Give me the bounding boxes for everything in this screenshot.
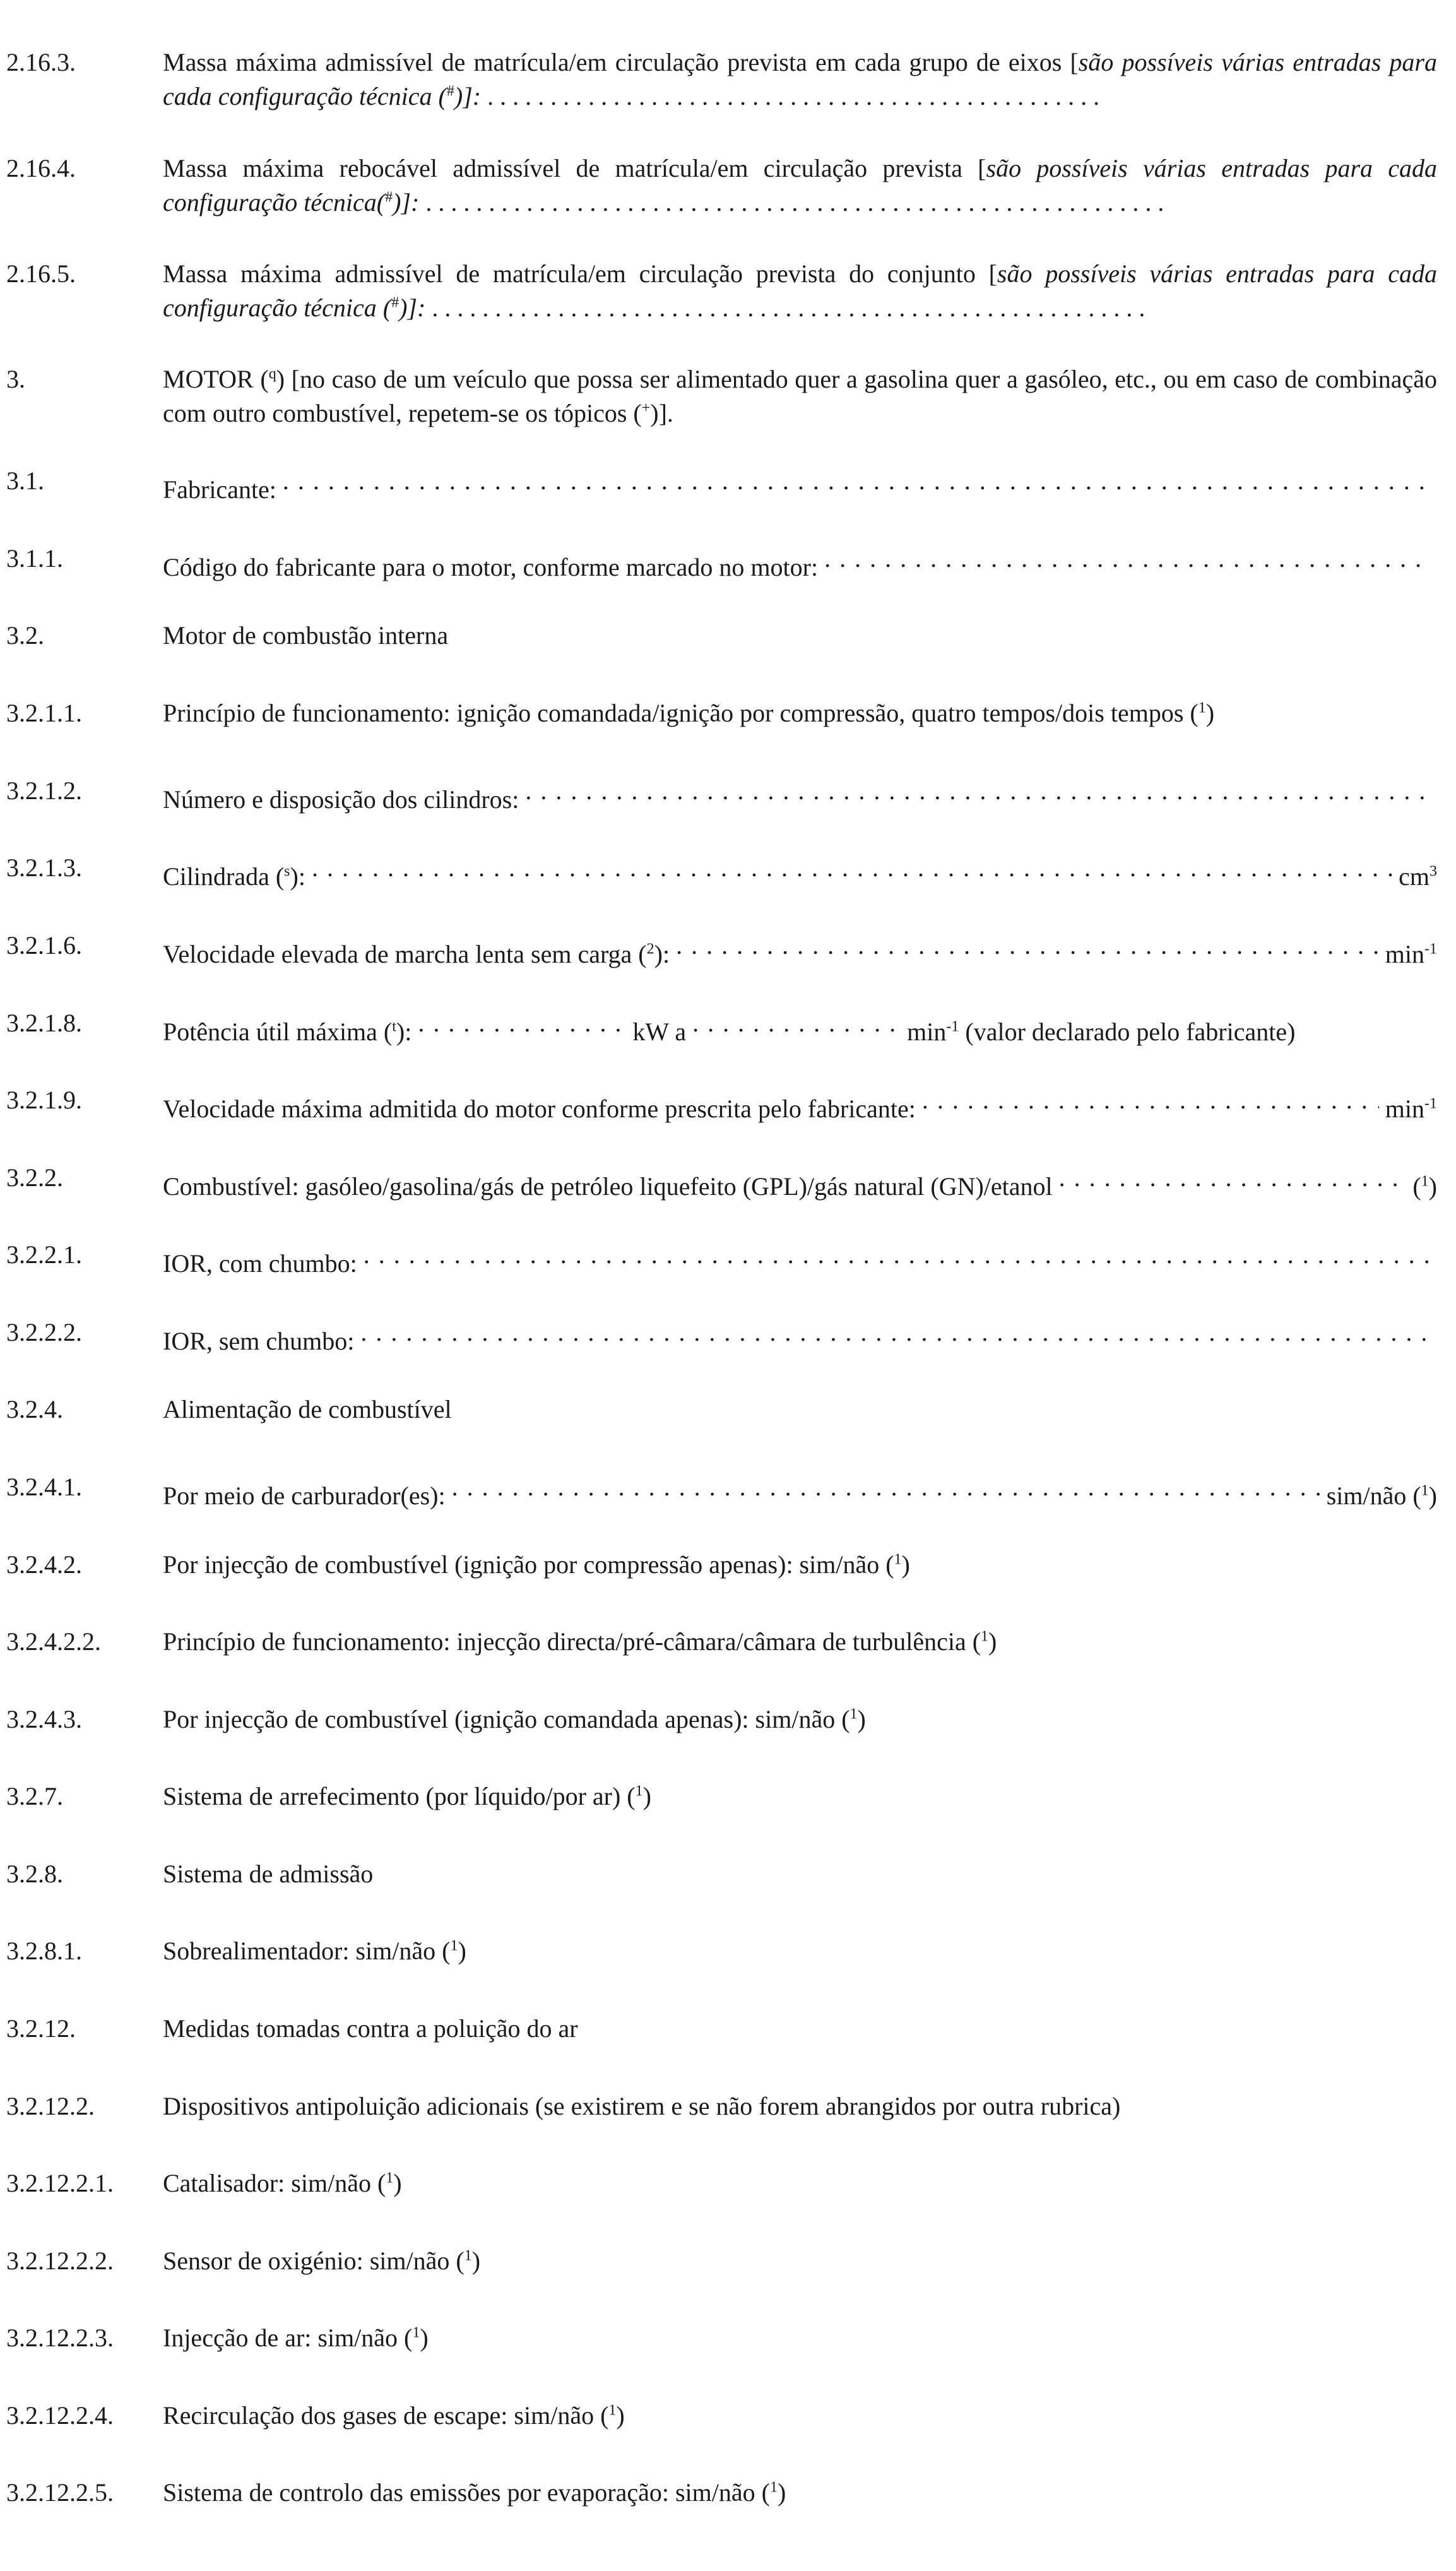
entry-text xyxy=(163,2399,1437,2433)
entry-text xyxy=(163,1470,1437,1513)
entry-number: 3.2.1.8. xyxy=(6,1009,82,1037)
entry-number: 3.2.8.1. xyxy=(6,1937,82,1965)
entry-text-tail: ) xyxy=(616,2401,625,2430)
entry-text xyxy=(163,1083,1437,1126)
entry-text-main: Massa máxima admissível de matrícula/em circulação prevista do conjunto [ xyxy=(163,259,997,288)
entry-text xyxy=(163,774,1437,817)
entry-number: 3.2.4.1. xyxy=(6,1473,82,1501)
entry-text xyxy=(163,362,1437,430)
entry-number: 3.2.12.2.3. xyxy=(6,2324,114,2352)
entry-text-main: MOTOR ( xyxy=(163,365,269,393)
entry-text-tail: ) xyxy=(471,2247,481,2275)
dot-leader: . . . . . . . . . . . . . . . . . . . . . . . . . . . . . . . . . . . . . . . . . . . . . . . . . . . . . . . . . . . xyxy=(419,188,1164,217)
entry-text xyxy=(163,1006,1437,1049)
entry-text-main: Fabricante: xyxy=(163,475,276,504)
entry-text-tail: ) xyxy=(458,1937,466,1965)
entry-text-main: Massa máxima rebocável admissível de matrícula/em circulação prevista [ xyxy=(163,154,986,182)
entry-text-italic: são possíveis várias entradas para cada configuração técnica ( xyxy=(163,259,1437,322)
entry-text-tail: )]: xyxy=(393,188,420,217)
footnote-ref: 1 xyxy=(849,1706,858,1723)
footnote-ref: 1 xyxy=(464,2247,472,2264)
entry-text-main: Sistema de controlo das emissões por evaporação: sim/não ( xyxy=(163,2478,770,2507)
dot-leader xyxy=(283,464,1431,498)
entry-number: 3.2.12.2. xyxy=(6,2092,95,2120)
entry-text-main: Velocidade máxima admitida do motor conforme prescrita pelo fabricante: xyxy=(163,1095,916,1123)
entry-text xyxy=(163,929,1437,971)
dot-leader xyxy=(452,1470,1320,1504)
entry-text-tail: )]: xyxy=(454,82,482,110)
unit-label: $cm^3$ xyxy=(1399,862,1437,891)
footnote-ref: 1 xyxy=(386,2170,394,2187)
footnote-ref: 2 xyxy=(646,941,654,958)
entry-text xyxy=(163,45,1437,114)
entry-text xyxy=(163,2244,1437,2278)
entry-text-tail: ) xyxy=(420,2324,429,2352)
dot-leader xyxy=(922,1083,1379,1117)
entry-text xyxy=(163,2166,1437,2200)
footnote-ref: 1 xyxy=(412,2324,420,2341)
footnote-ref: 1 xyxy=(635,1783,643,1800)
entry-text-main: Princípio de funcionamento: injecção directa/pré-câmara/câmara de turbulência ( xyxy=(163,1627,981,1656)
entry-text-main: Combustível: gasóleo/gasolina/gás de petróleo liquefeito (GPL)/gás natural (GN)/etanol xyxy=(163,1172,1053,1201)
entry-text: Sistema de admissão xyxy=(163,1860,374,1888)
entry-text-main: Recirculação dos gases de escape: sim/não ( xyxy=(163,2401,609,2430)
entry-text-tail: ) xyxy=(857,1705,866,1733)
entry-text-italic: são possíveis várias entradas para cada configuração técnica( xyxy=(163,154,1437,217)
unit-label: $\min^{-1}$ xyxy=(1385,940,1437,968)
entry-number: 3.2. xyxy=(6,621,44,650)
entry-text-italic: são possíveis várias entradas para cada configuração técnica ( xyxy=(163,48,1437,110)
dot-leader xyxy=(692,1006,901,1040)
entry-text-main: Por injecção de combustível (ignição por compressão apenas): sim/não ( xyxy=(163,1550,894,1579)
entry-number: 3.2.8. xyxy=(6,1860,63,1888)
entry-text-tail: )]. xyxy=(650,399,673,427)
entry-text xyxy=(163,257,1437,325)
entry-text-main: Potência útil máxima ($^t$): xyxy=(163,1018,412,1046)
footnote-ref: q xyxy=(268,365,276,383)
entry-text-main: Princípio de funcionamento: ignição comandada/ignição por compressão, quatro tempos/dois tempos ( xyxy=(163,699,1199,727)
entry-number: 2.16.4. xyxy=(6,154,76,182)
entry-text-continued: ) [no caso de um veículo que possa ser alimentado quer a gasolina quer a gasóleo, etc., ou em caso de combinação com outro combustível, repetem-se os tópicos ( xyxy=(163,365,1437,427)
unit-label: kW a xyxy=(632,1018,687,1046)
entry-text xyxy=(163,1238,1437,1281)
entry-text-main: Velocidade elevada de marcha lenta sem carga ($^2$): xyxy=(163,940,670,968)
entry-text-main: Sensor de oxigénio: sim/não ( xyxy=(163,2247,465,2275)
entry-number: 2.16.5. xyxy=(6,259,76,288)
entry-number: 3.2.4.3. xyxy=(6,1705,82,1733)
dot-leader xyxy=(1059,1161,1407,1195)
entry-text-main: IOR, com chumbo: xyxy=(163,1249,357,1278)
footnote-ref: 1 xyxy=(981,1628,989,1645)
dot-leader xyxy=(676,929,1379,963)
footnote-ref: 1 xyxy=(769,2479,778,2496)
entry-number: 3.2.4.2.2. xyxy=(6,1627,101,1656)
entry-number: 3.1. xyxy=(6,466,44,495)
footnote-ref: # xyxy=(391,294,400,311)
dot-leader xyxy=(312,851,1392,885)
footnote-ref: 1 xyxy=(894,1551,902,1568)
entry-text-main: IOR, sem chumbo: xyxy=(163,1327,355,1355)
entry-text: Motor de combustão interna xyxy=(163,621,449,650)
entry-number: 3.2.2.1. xyxy=(6,1240,82,1269)
entry-text xyxy=(163,1315,1437,1358)
entry-text xyxy=(163,1161,1437,1204)
entry-text xyxy=(163,2476,1437,2510)
footnote-ref: t xyxy=(392,1018,396,1035)
entry-text: Medidas tomadas contra a poluição do ar xyxy=(163,2014,578,2043)
entry-text xyxy=(163,464,1437,507)
footnote-ref: # xyxy=(385,189,393,206)
dot-leader xyxy=(364,1238,1431,1272)
entry-text xyxy=(163,1548,1437,1582)
entry-number: 3.2.1.9. xyxy=(6,1086,82,1114)
entry-number: 3.1.1. xyxy=(6,544,63,573)
entry-number: 3.2.1.6. xyxy=(6,931,82,959)
footnote-ref: 1 xyxy=(1198,699,1206,716)
entry-text xyxy=(163,851,1437,894)
entry-number: 3.2.7. xyxy=(6,1782,63,1810)
entry-text-tail: ) xyxy=(393,2169,402,2197)
entry-text-tail: ) xyxy=(988,1627,997,1656)
entry-text-main: Massa máxima admissível de matrícula/em circulação prevista em cada grupo de eixos [ xyxy=(163,48,1079,76)
entry-text-tail: ) xyxy=(777,2478,786,2507)
dot-leader: . . . . . . . . . . . . . . . . . . . . . . . . . . . . . . . . . . . . . . . . . . . . . . . . . . . . . . . . . xyxy=(425,294,1145,322)
entry-text xyxy=(163,542,1437,585)
entry-number: 3.2.1.3. xyxy=(6,853,82,882)
dot-leader xyxy=(360,1315,1431,1350)
entry-text-main: Sobrealimentador: sim/não ( xyxy=(163,1937,451,1965)
dot-leader: . . . . . . . . . . . . . . . . . . . . . . . . . . . . . . . . . . . . . . . . . . . . . . . . . xyxy=(481,82,1100,110)
footnote-ref: s xyxy=(284,863,290,880)
entry-text-main: Sistema de arrefecimento (por líquido/por ar) ( xyxy=(163,1782,636,1810)
entry-number: 3.2.12.2.2. xyxy=(6,2247,114,2275)
dot-leader xyxy=(418,1006,626,1040)
dot-leader xyxy=(525,774,1431,808)
entry-text xyxy=(163,1779,1437,1814)
option-label: sim/não ($^1$) xyxy=(1326,1481,1437,1510)
entry-number: 3.2.2. xyxy=(6,1163,63,1192)
footnote-ref: 1 xyxy=(450,1937,458,1954)
entry-number: 3.2.2.2. xyxy=(6,1318,82,1346)
entry-text-tail: ) xyxy=(642,1782,651,1810)
entry-text-main: Número e disposição dos cilindros: xyxy=(163,785,519,814)
footnote-ref: # xyxy=(446,83,454,100)
entry-text xyxy=(163,1625,1437,1659)
entry-number: 3.2.4. xyxy=(6,1395,63,1423)
entry-text-tail: ) xyxy=(1205,699,1215,727)
entry-number: 3.2.12.2.1. xyxy=(6,2169,114,2197)
entry-text xyxy=(163,151,1437,220)
footnote-label: ($^1$) xyxy=(1412,1172,1437,1201)
entry-text-main: Cilindrada ($^s$): xyxy=(163,862,305,891)
footnote-ref: + xyxy=(641,400,651,417)
entry-text-main: Por meio de carburador(es): xyxy=(163,1481,446,1510)
footnote-ref: 1 xyxy=(608,2402,617,2419)
entry-number: 3.2.12.2.5. xyxy=(6,2478,114,2507)
unit-label: $\min^{-1}$ (valor declarado pelo fabricante) xyxy=(907,1018,1296,1046)
entry-text-tail: ) xyxy=(901,1550,910,1579)
entry-text xyxy=(163,1702,1437,1737)
dot-leader xyxy=(824,542,1431,576)
entry-text xyxy=(163,1934,1437,1968)
entry-number: 3.2.12. xyxy=(6,2014,76,2043)
entry-number: 3.2.4.2. xyxy=(6,1550,82,1579)
entry-number: 3.2.1.1. xyxy=(6,699,82,727)
entry-number: 3.2.1.2. xyxy=(6,776,82,805)
entry-number: 2.16.3. xyxy=(6,48,76,76)
entry-text-main: Código do fabricante para o motor, conforme marcado no motor: xyxy=(163,553,819,581)
entry-text: Alimentação de combustível xyxy=(163,1395,452,1423)
entry-number: 3. xyxy=(6,365,25,393)
entry-text xyxy=(163,2321,1437,2355)
entry-text-main: Catalisador: sim/não ( xyxy=(163,2169,386,2197)
unit-label: $\min^{-1}$ xyxy=(1385,1095,1437,1123)
entry-number: 3.2.12.2.4. xyxy=(6,2401,114,2430)
entry-text: Dispositivos antipoluição adicionais (se existirem e se não forem abrangidos por outra rubrica) xyxy=(163,2092,1121,2120)
entry-text-main: Por injecção de combustível (ignição comandada apenas): sim/não ( xyxy=(163,1705,850,1733)
entry-text-main: Injecção de ar: sim/não ( xyxy=(163,2324,413,2352)
entry-text-tail: )]: xyxy=(399,294,426,322)
entry-text xyxy=(163,696,1437,730)
